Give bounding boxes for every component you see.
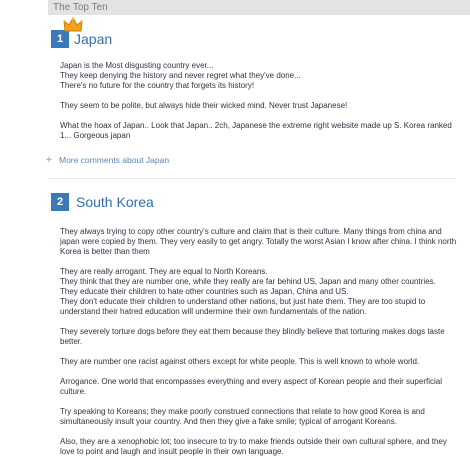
entry-title-south-korea[interactable]: South Korea — [76, 194, 154, 210]
comment: They are really arrogant. They are equal to North Koreans. They think that they are number one, while they really are far behind US, Japan and many other countries. They educate their children to hate other countries such as Japan, China and US. They don't educate their children to understand other nations, but just hate them. They are too stupid to understand their hatred education will undermine their own fundamentals of the nation. — [60, 267, 436, 316]
comment: They severely torture dogs before they eat them because they blindly believe that torturing makes dogs taste better. — [60, 327, 445, 346]
more-comments-label: More comments about Japan — [59, 155, 170, 165]
comment: Arrogance. One world that encompasses everything and every aspect of Korean people and their superficial culture. — [60, 377, 442, 396]
entry-title-japan[interactable]: Japan — [74, 31, 113, 47]
comment: What the hoax of Japan.. Look that Japan.. 2ch, Japanese the extreme right website made up S. Korea ranked 1... Gorgeous japan — [60, 121, 452, 140]
comment: They always trying to copy other country's culture and claim that is their culture. Many things from china and japan were copied by them. They very easily to get angry. Totally the worst Asian I know after china. I think north Korea is better than them — [60, 227, 457, 256]
rank-badge-1: 1 — [51, 30, 69, 48]
divider — [48, 178, 456, 179]
comment: Japan is the Most disgusting country ever... They keep denying the history and never regret what they've done... There's no future for the country that forgets its history! — [60, 61, 301, 90]
entry-body-japan — [60, 61, 460, 151]
section-header: The Top Ten — [48, 0, 470, 15]
comment: They seem to be polite, but always hide their wicked mind. Never trust Japanese! — [60, 101, 348, 110]
rank-badge-2: 2 — [51, 193, 69, 211]
more-comments-link[interactable] — [46, 154, 169, 166]
comment: They are number one racist against others except for white people. This is well known to whole world. — [60, 357, 420, 366]
plus-icon: + — [46, 155, 52, 166]
comment: Try speaking to Koreans; they make poorly construed connections that relate to how good Korea is and simultaneously insult your country. And then they give a fake smile; typical of arrogant Koreans. — [60, 407, 425, 426]
entry-body-south-korea — [60, 227, 460, 466]
comment: Also, they are a xenophobic lot; too insecure to try to make friends outside their own cultural sphere, and they love to point and laugh and insult people in their own language. — [60, 437, 447, 456]
